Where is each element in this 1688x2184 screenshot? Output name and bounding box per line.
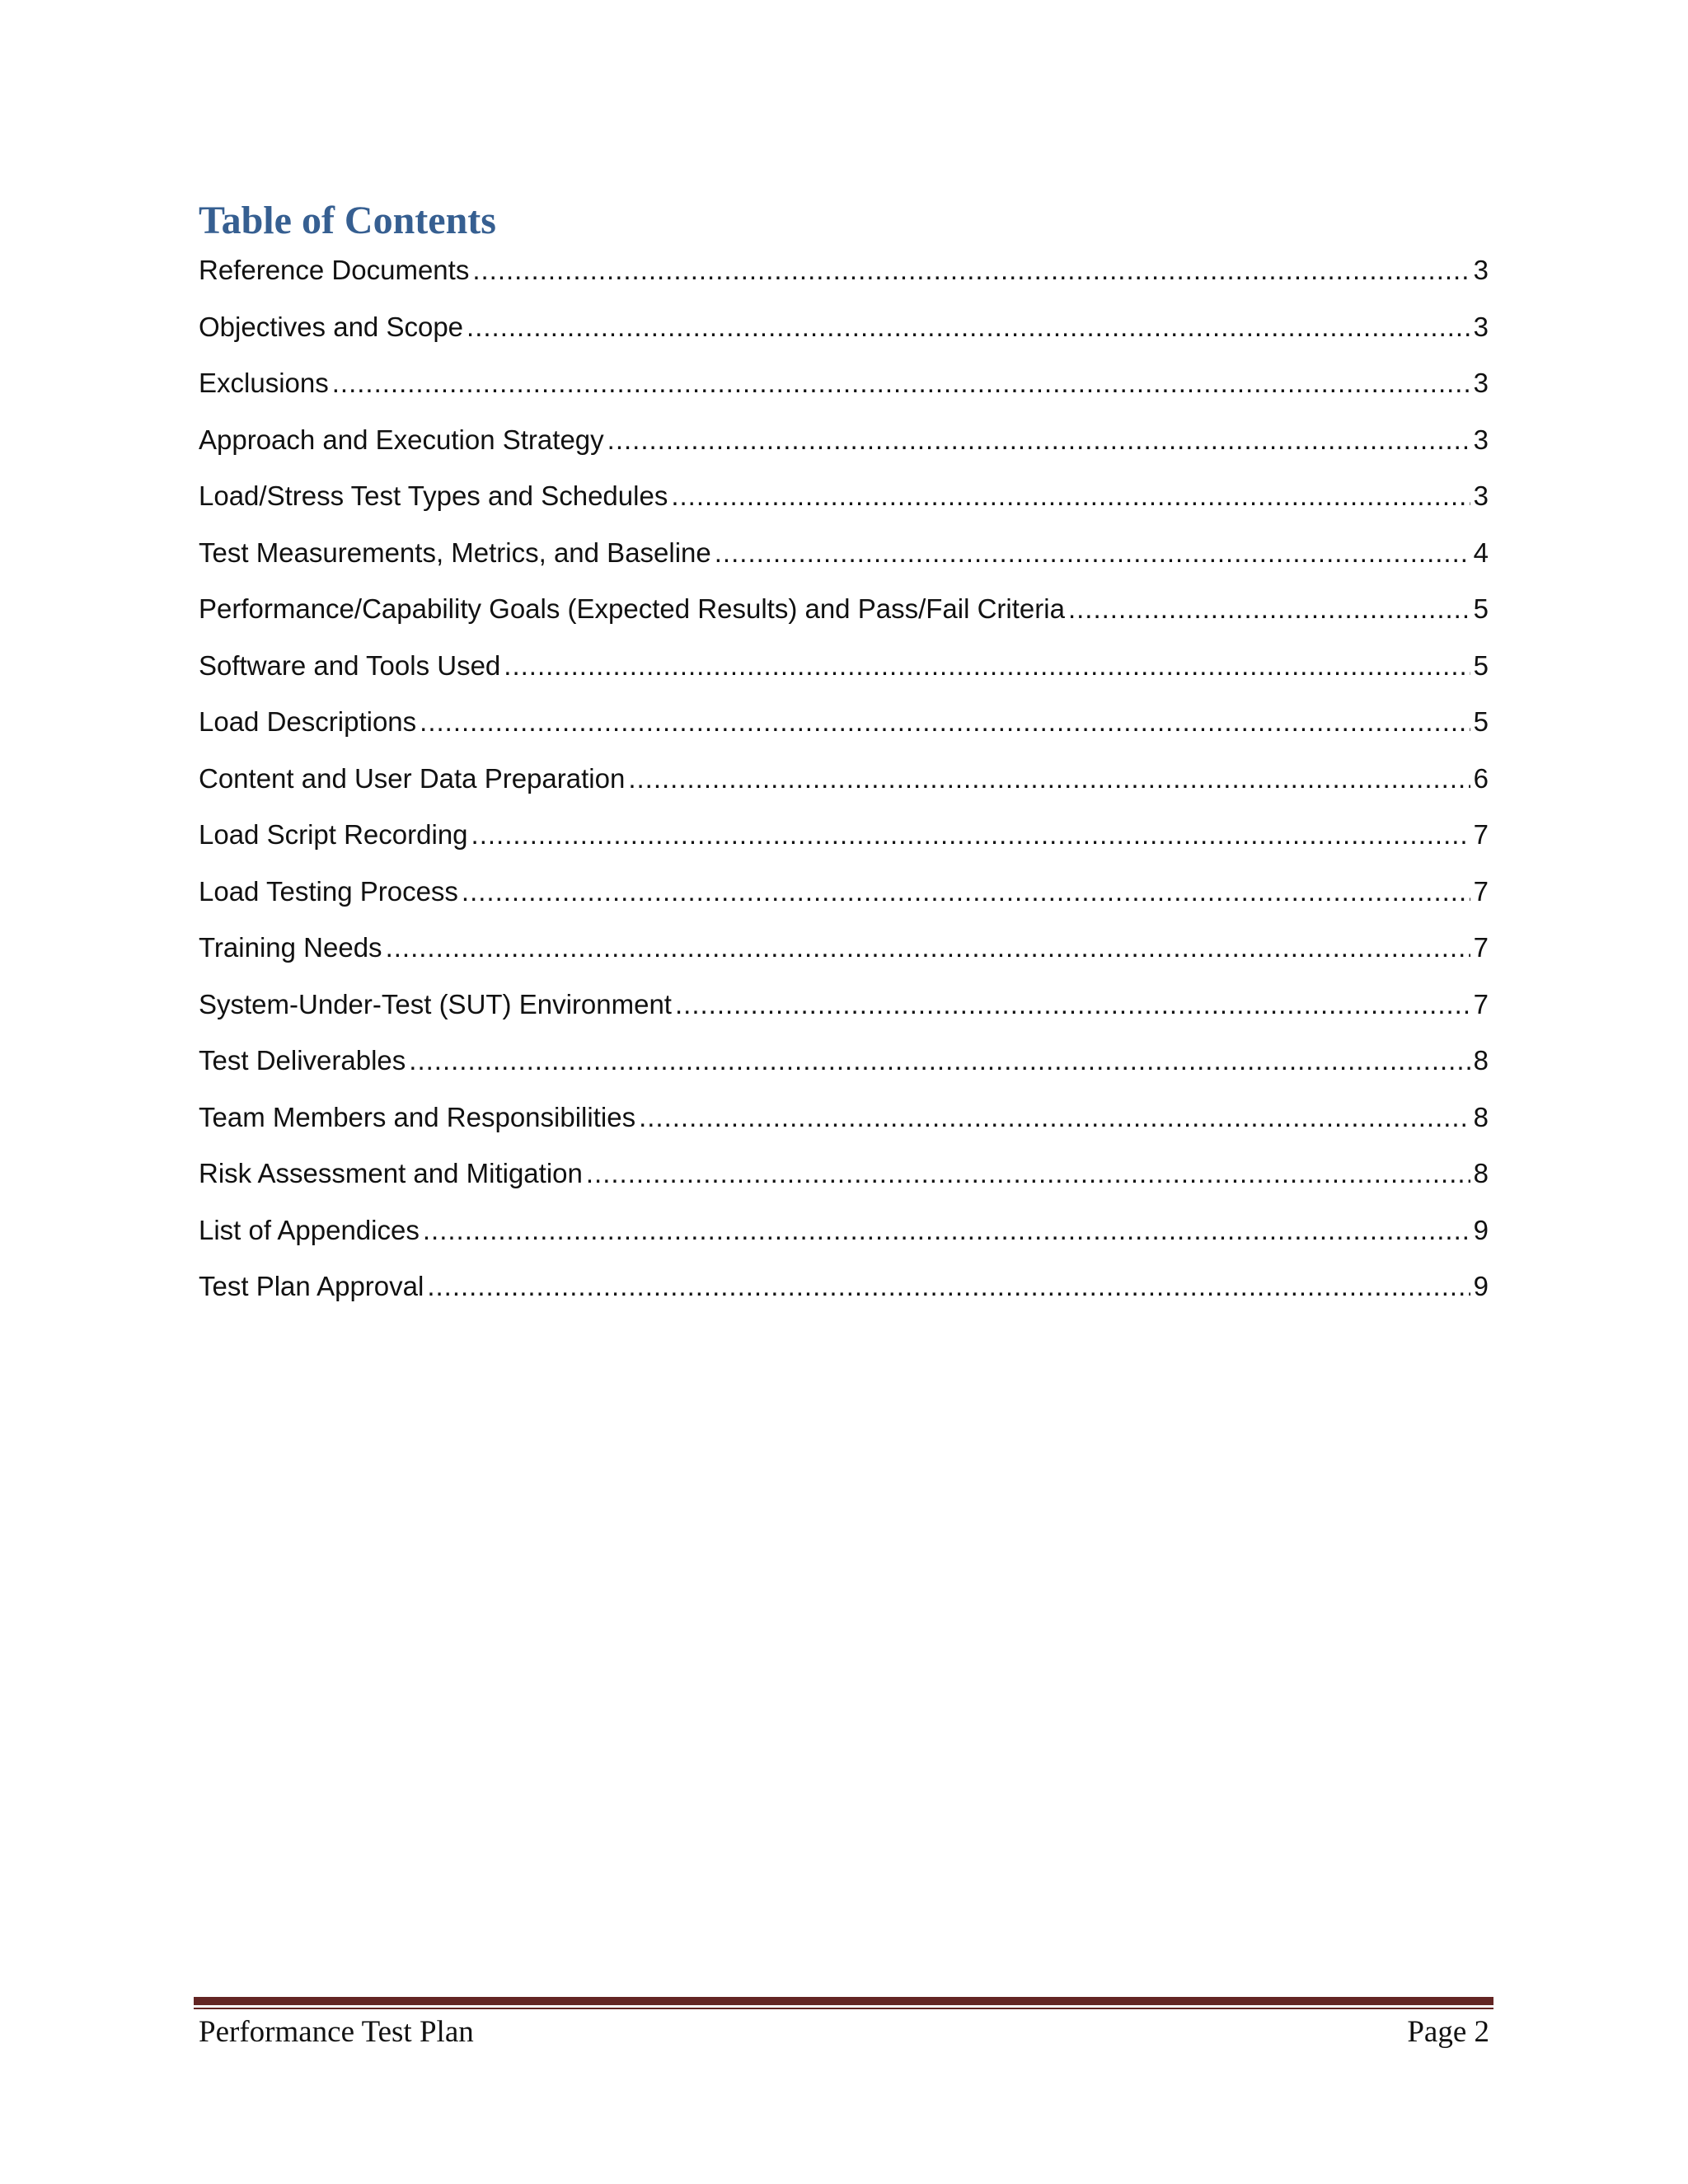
toc-heading: Table of Contents	[199, 199, 496, 242]
toc-entry-page-number: 3	[1473, 424, 1489, 455]
toc-entry-page-number: 3	[1473, 480, 1489, 511]
toc-entry-page-number: 3	[1473, 311, 1489, 342]
toc-entry-software-and-tools-used[interactable]	[199, 643, 1489, 700]
toc-entry-title: Reference Documents	[199, 255, 470, 285]
toc-entry-title: Team Members and Responsibilities	[199, 1101, 636, 1132]
footer-document-title: Performance Test Plan	[199, 2015, 474, 2049]
toc-dot-leader	[409, 1038, 1470, 1084]
toc-dot-leader	[607, 417, 1470, 463]
toc-entry-title: List of Appendices	[199, 1214, 420, 1245]
toc-entry-system-under-test-environment[interactable]	[199, 982, 1489, 1038]
toc-entry-title: System-Under-Test (SUT) Environment	[199, 988, 672, 1019]
toc-dot-leader	[332, 360, 1470, 406]
toc-entry-load-script-recording[interactable]	[199, 812, 1489, 869]
toc-entry-test-deliverables[interactable]	[199, 1038, 1489, 1094]
toc-entry-page-number: 3	[1473, 255, 1489, 285]
toc-entry-objectives-and-scope[interactable]	[199, 304, 1489, 361]
toc-dot-leader	[628, 756, 1470, 802]
toc-entry-test-measurements[interactable]	[199, 530, 1489, 587]
toc-entry-page-number: 7	[1473, 819, 1489, 850]
toc-entry-exclusions[interactable]	[199, 360, 1489, 417]
toc-dot-leader	[472, 247, 1470, 293]
toc-entry-title: Approach and Execution Strategy	[199, 424, 604, 455]
toc-entry-page-number: 6	[1473, 762, 1489, 794]
toc-entry-page-number: 5	[1473, 649, 1489, 681]
toc-entry-content-and-user-data-preparation[interactable]	[199, 756, 1489, 813]
toc-entry-title: Load/Stress Test Types and Schedules	[199, 480, 668, 511]
toc-entry-page-number: 5	[1473, 706, 1489, 737]
toc-entry-title: Objectives and Scope	[199, 311, 464, 342]
toc-entry-risk-assessment-and-mitigation[interactable]	[199, 1151, 1489, 1207]
toc-entry-page-number: 7	[1473, 988, 1489, 1019]
footer-divider-thick	[194, 1997, 1493, 2005]
toc-entry-title: Load Testing Process	[199, 875, 458, 907]
toc-entry-performance-capability-goals[interactable]	[199, 586, 1489, 643]
toc-dot-leader	[423, 1207, 1470, 1254]
toc-dot-leader	[586, 1151, 1470, 1197]
toc-dot-leader	[639, 1094, 1470, 1141]
toc-dot-leader	[1068, 586, 1470, 632]
toc-dot-leader	[386, 925, 1470, 971]
toc-entry-page-number: 7	[1473, 875, 1489, 907]
toc-entry-page-number: 3	[1473, 368, 1489, 398]
toc-list	[199, 247, 1489, 1320]
toc-entry-test-plan-approval[interactable]	[199, 1263, 1489, 1320]
toc-entry-team-members-and-responsibilities[interactable]	[199, 1094, 1489, 1151]
footer-divider-thin	[194, 2008, 1493, 2009]
toc-entry-title: Risk Assessment and Mitigation	[199, 1158, 583, 1188]
toc-entry-page-number: 9	[1473, 1214, 1489, 1245]
toc-entry-page-number: 8	[1473, 1158, 1489, 1188]
toc-entry-page-number: 8	[1473, 1101, 1489, 1132]
toc-entry-title: Content and User Data Preparation	[199, 762, 626, 794]
toc-entry-title: Training Needs	[199, 932, 382, 963]
toc-entry-title: Exclusions	[199, 368, 329, 398]
toc-dot-leader	[462, 869, 1470, 915]
toc-entry-training-needs[interactable]	[199, 925, 1489, 982]
toc-entry-load-descriptions[interactable]	[199, 699, 1489, 756]
toc-entry-title: Test Deliverables	[199, 1045, 406, 1076]
toc-dot-leader	[467, 304, 1470, 350]
toc-dot-leader	[715, 530, 1470, 576]
toc-dot-leader	[671, 473, 1470, 519]
toc-entry-page-number: 4	[1473, 537, 1489, 568]
toc-entry-load-stress-test-types[interactable]	[199, 473, 1489, 530]
toc-entry-list-of-appendices[interactable]	[199, 1207, 1489, 1264]
toc-dot-leader	[420, 699, 1470, 745]
toc-entry-title: Test Plan Approval	[199, 1271, 424, 1301]
toc-entry-load-testing-process[interactable]	[199, 869, 1489, 926]
toc-entry-title: Test Measurements, Metrics, and Baseline	[199, 537, 711, 568]
toc-entry-page-number: 5	[1473, 593, 1489, 624]
toc-entry-title: Load Descriptions	[199, 706, 417, 737]
toc-entry-title: Performance/Capability Goals (Expected Results) and Pass/Fail Criteria	[199, 593, 1065, 624]
toc-dot-leader	[471, 812, 1470, 858]
toc-dot-leader	[675, 982, 1470, 1028]
toc-entry-title: Software and Tools Used	[199, 649, 501, 681]
toc-entry-page-number: 8	[1473, 1045, 1489, 1076]
toc-entry-reference-documents[interactable]	[199, 247, 1489, 304]
toc-entry-page-number: 7	[1473, 932, 1489, 963]
toc-entry-approach-and-execution-strategy[interactable]	[199, 417, 1489, 474]
footer-page-number: Page 2	[1407, 2015, 1489, 2049]
toc-dot-leader	[427, 1263, 1470, 1310]
toc-entry-page-number: 9	[1473, 1271, 1489, 1301]
toc-entry-title: Load Script Recording	[199, 819, 468, 850]
toc-dot-leader	[504, 643, 1470, 689]
